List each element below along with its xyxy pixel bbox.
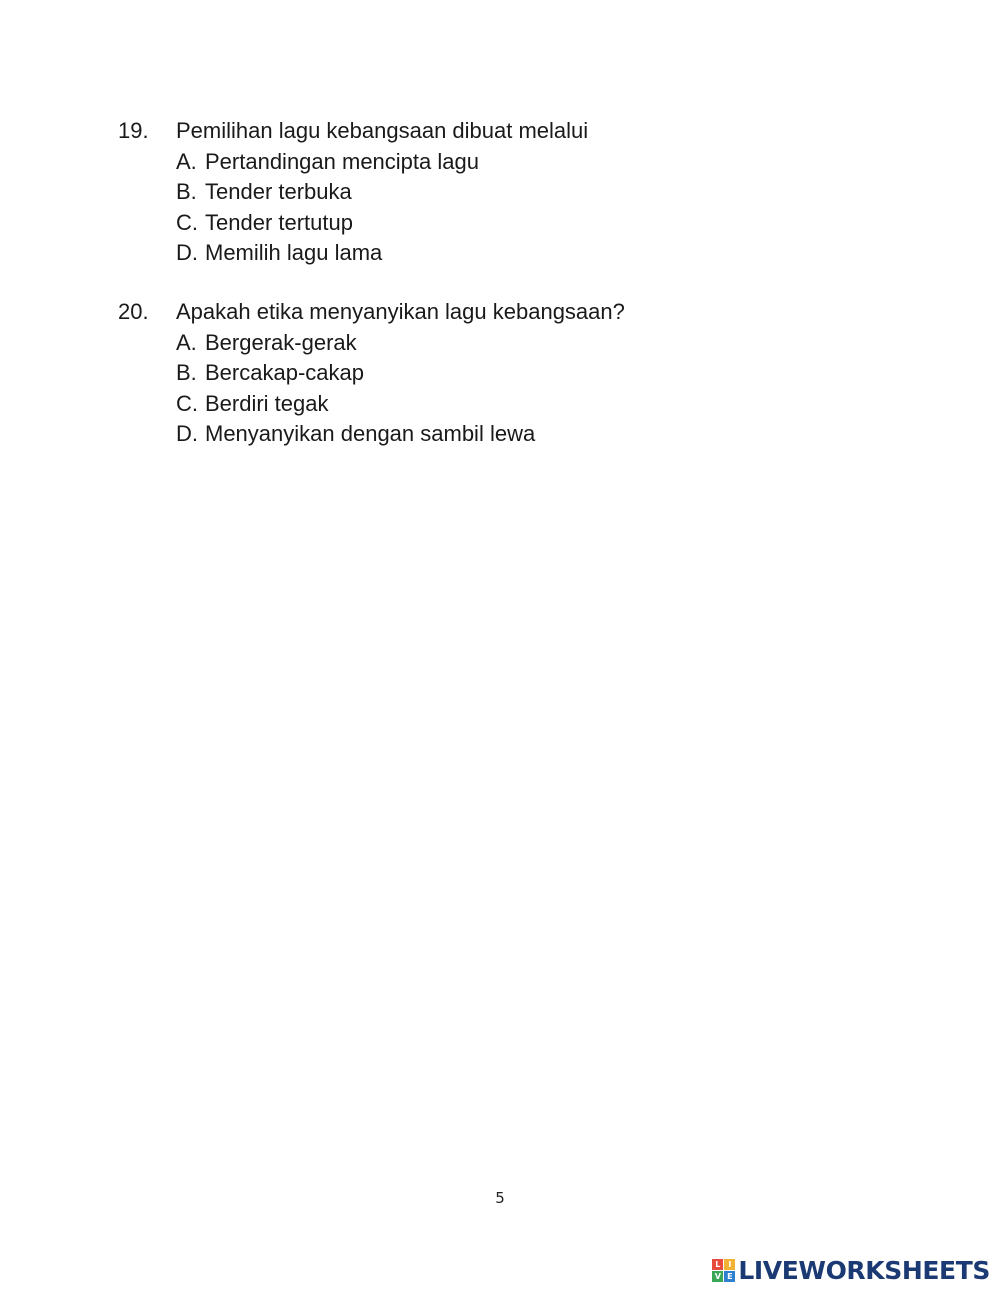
brand-wordmark: LIVEWORKSHEETS [738,1255,990,1285]
option-letter: C. [176,390,198,416]
option-c [176,389,878,420]
option-text: Tender terbuka [205,179,352,204]
option-d [176,419,878,450]
option-b [176,177,878,208]
question-19 [118,116,878,269]
option-letter: B. [176,179,197,204]
option-letter: C. [176,209,198,235]
question-20 [118,297,878,450]
question-text: Apakah etika menyanyikan lagu kebangsaan? [176,299,625,324]
logo-tile-l: L [712,1259,723,1270]
question-number: 20. [118,299,149,324]
option-a [176,147,878,178]
option-letter: A. [176,148,197,174]
option-c [176,208,878,239]
option-text: Bercakap-cakap [205,360,364,385]
option-letter: D. [176,421,198,446]
logo-tile-e: E [724,1271,735,1282]
option-text: Berdiri tegak [205,390,329,416]
option-letter: D. [176,240,198,265]
option-d [176,238,878,269]
page-number: 5 [495,1189,505,1207]
option-text: Bergerak-gerak [205,329,357,355]
logo-tile-i: I [724,1259,735,1270]
option-text: Tender tertutup [205,209,353,235]
question-stem [118,297,878,328]
question-number: 19. [118,118,149,143]
option-text: Pertandingan mencipta lagu [205,148,479,174]
option-text: Memilih lagu lama [205,240,383,265]
option-b [176,358,878,389]
logo-tile-v: V [712,1271,723,1282]
question-text: Pemilihan lagu kebangsaan dibuat melalui [176,118,589,143]
option-letter: B. [176,360,197,385]
question-stem [118,116,878,147]
option-letter: A. [176,329,197,355]
option-a [176,328,878,359]
option-text: Menyanyikan dengan sambil lewa [205,421,536,446]
liveworksheets-logo-icon [712,1259,735,1282]
liveworksheets-brand [712,1255,990,1285]
